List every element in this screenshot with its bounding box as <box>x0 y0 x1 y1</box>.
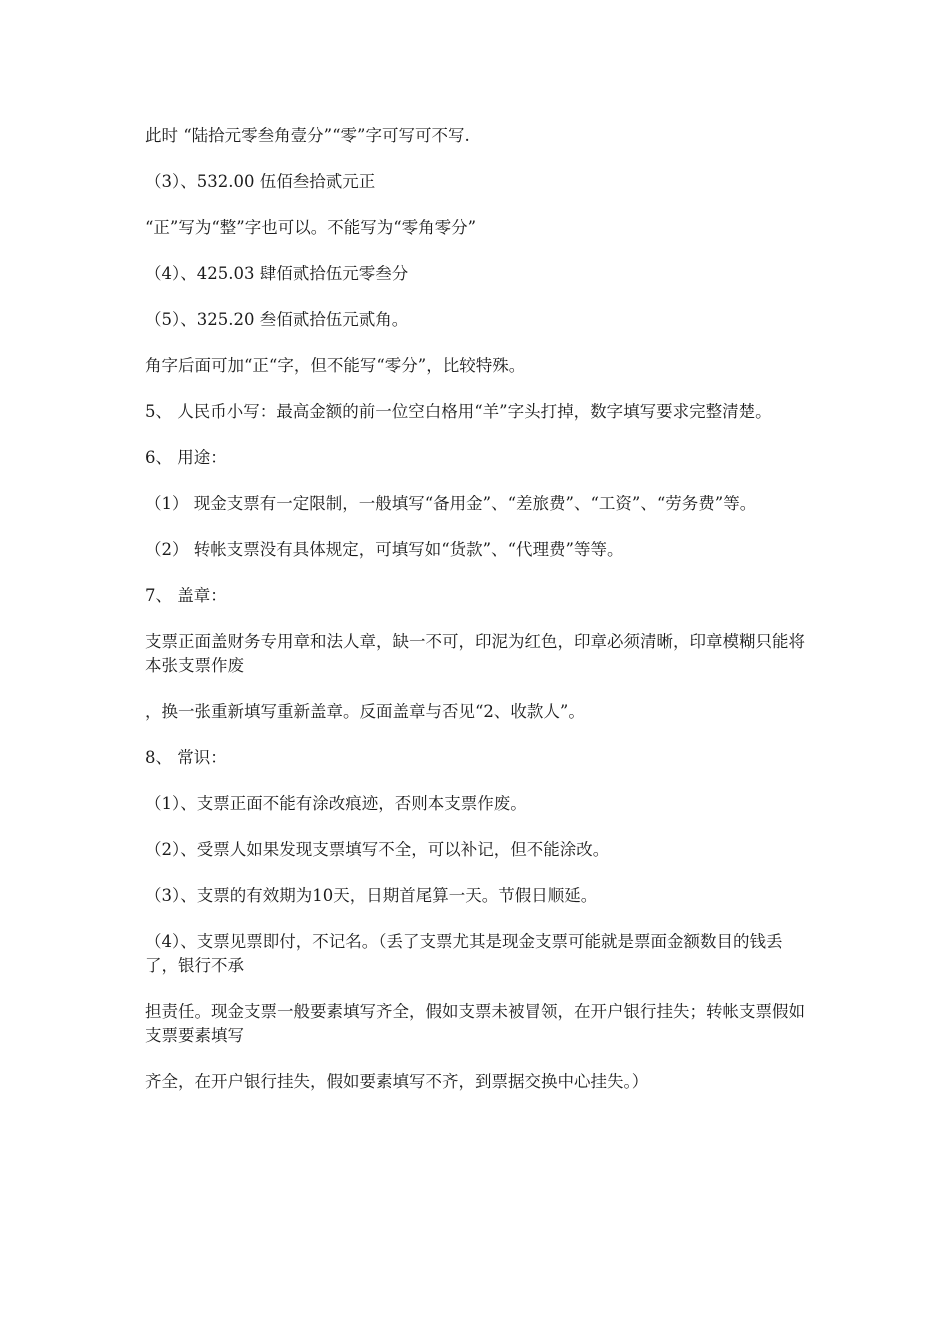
paragraph-18: （4）、支票见票即付，不记名。（丢了支票尤其是现金支票可能就是票面金额数目的钱丢了，银行不承 <box>145 932 783 975</box>
paragraph-17: （3）、支票的有效期为10天，日期首尾算一天。节假日顺延。 <box>145 886 598 905</box>
paragraph-12: 支票正面盖财务专用章和法人章，缺一不可，印泥为红色，印章必须清晰，印章模糊只能将本张支票作废 <box>145 632 805 675</box>
paragraph-3: “正”写为“整”字也可以。不能写为“零角零分” <box>145 218 477 237</box>
paragraph-6: 角字后面可加“正“字，但不能写“零分”，比较特殊。 <box>145 356 526 375</box>
paragraph-9: （1） 现金支票有一定限制，一般填写“备用金”、“差旅费”、“工资”、“劳务费”等。 <box>145 494 757 513</box>
paragraph-7: 5、 人民币小写：最高金额的前一位空白格用“羊”字头打掉，数字填写要求完整清楚。 <box>145 402 772 421</box>
paragraph-2: （3）、532.00 伍佰叁拾贰元正 <box>145 172 376 191</box>
paragraph-13: ，换一张重新填写重新盖章。反面盖章与否见“2、收款人”。 <box>145 702 585 721</box>
paragraph-5: （5）、325.20 叁佰贰拾伍元贰角。 <box>145 310 409 329</box>
paragraph-20: 齐全，在开户银行挂失，假如要素填写不齐，到票据交换中心挂失。） <box>145 1072 649 1091</box>
paragraph-19: 担责任。现金支票一般要素填写齐全，假如支票未被冒领，在开户银行挂失；转帐支票假如支票要素填写 <box>145 1002 805 1045</box>
paragraph-8: 6、 用途： <box>145 448 227 467</box>
paragraph-15: （1）、支票正面不能有涂改痕迹，否则本支票作废。 <box>145 794 527 813</box>
paragraph-4: （4）、425.03 肆佰贰拾伍元零叁分 <box>145 264 409 283</box>
paragraph-11: 7、 盖章： <box>145 586 227 605</box>
paragraph-1: 此时 “陆拾元零叁角壹分”“零”字可写可不写. <box>145 126 470 145</box>
paragraph-16: （2）、受票人如果发现支票填写不全，可以补记，但不能涂改。 <box>145 840 610 859</box>
document-body <box>145 124 810 1116</box>
paragraph-10: （2） 转帐支票没有具体规定，可填写如“货款”、“代理费”等等。 <box>145 540 624 559</box>
paragraph-14: 8、 常识： <box>145 748 227 767</box>
